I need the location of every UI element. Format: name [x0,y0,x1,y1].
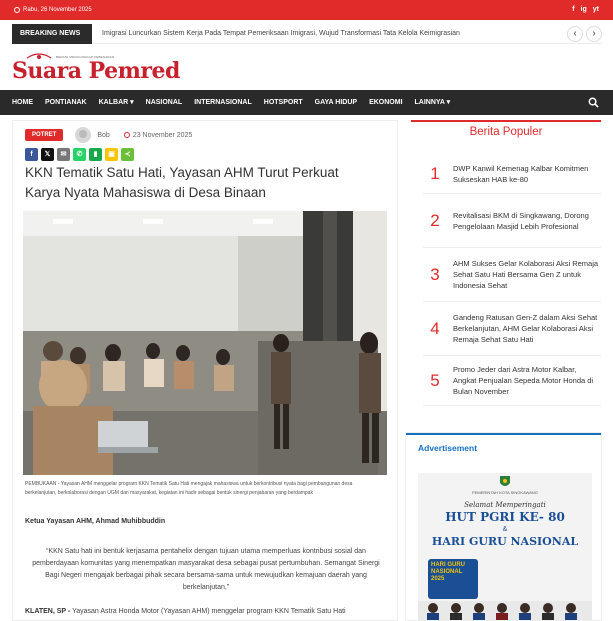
popular-rank: 1 [430,163,440,183]
popular-item[interactable] [423,194,601,248]
nav-item-home[interactable]: HOME [12,99,33,106]
line-share-icon[interactable]: ▮ [89,148,102,161]
facebook-icon[interactable]: f [572,6,575,13]
popular-headline[interactable]: Promo Jeder dari Astra Motor Kalbar, Angkat Penjualan Sepeda Motor Honda di Bulan November [453,365,594,396]
clock-icon [14,7,20,13]
nav-item-nasional[interactable]: NASIONAL [145,99,183,106]
popular-item[interactable] [423,302,601,356]
popular-headline[interactable]: AHM Sukses Gelar Kolaborasi Aksi Remaja Sehat Satu Hati Bersama Gen Z untuk Indonesia Sehat [453,259,599,290]
ticker-nav [567,26,602,42]
youtube-icon[interactable]: yt [592,6,599,13]
nav-item-internasional[interactable]: INTERNASIONAL [194,99,252,106]
site-logo[interactable] [12,52,180,84]
ticker-next-button[interactable]: › [586,26,602,42]
clock-icon [124,132,130,138]
popular-item[interactable] [423,248,601,302]
article-date-text: 23 November 2025 [132,131,193,139]
lead-place: KLATEN, SP - [25,608,71,615]
nav-item-ekonomi[interactable]: EKONOMI [369,99,403,106]
share-icon[interactable]: ≺ [121,148,134,161]
city-emblem-icon [498,475,512,489]
nav-item-kalbar[interactable]: KALBAR ▾ [98,99,134,106]
ad-hgn-logo: HARI GURU NASIONAL 2025 [428,559,478,599]
ticker-prev-button[interactable]: ‹ [567,26,583,42]
article-subheading: Ketua Yayasan AHM, Ahmad Muhibbuddin [25,518,166,525]
nav-item-gaya-hidup[interactable]: GAYA HIDUP [314,99,358,106]
share-buttons [25,148,134,161]
breaking-news-bar [12,24,602,44]
popular-rank: 4 [430,318,440,338]
logo-tagline: BERANI MENGUNGKAP KEBENARAN [56,55,115,59]
ad-intro: Selamat Memperingati [464,501,546,509]
nav-item-hotsport[interactable]: HOTSPORT [263,99,303,106]
facebook-share-icon[interactable]: f [25,148,38,161]
article-date [124,132,193,139]
ad-line2: HARI GURU NASIONAL [431,535,579,548]
top-date [14,7,92,13]
article-quote: “KKN Satu hati ini bentuk kerjasama pentahelix dengan tujuan utama memperluas kontribusi sosial dan pemberdayaan komunitas yang menempatkan masyarakat desa sebagai pusat pertumbuhan. Semangat Sinergi Bagi Negeri mengajak berbagai pihak secara bersama-sama untuk mewujudkan kemajuan daerah yang berkelanjutan,” [32,548,380,591]
nav-item-pontianak[interactable]: PONTIANAK [45,99,87,106]
popular-heading: Berita Populer [411,120,601,142]
sidebar [411,120,613,420]
top-date-text: Rabu, 26 November 2025 [23,7,92,13]
article [12,120,398,621]
social-links [572,6,599,13]
classroom-photo-illustration [23,211,387,475]
x-share-icon[interactable]: 𝕏 [41,148,54,161]
photo-caption: PEMBUKAAN - Yayasan AHM menggelar program KKN Tematik Satu Hati mengajak mahasiswa untuk berkontribusi nyata bagi pembangunan desa berkelanjutan, berkolaborasi dengan UGM dan masyarakat, kegiatan ini hadir sebagai bentuk sinergi penjabaran yang berdampak [25,481,353,496]
breaking-news-headline[interactable]: Imigrasi Luncurkan Sistem Kerja Pada Tempat Pemeriksaan Imigrasi, Wujud Transformasi Tata Kelola Keimigrasian [102,30,460,37]
popular-headline[interactable]: Gandeng Ratusan Gen-Z dalam Aksi Sehat Berkelanjutan, AHM Gelar Kolaborasi Aksi Remaja Sehat Satu Hati [453,313,598,344]
instagram-icon[interactable]: ig [580,6,587,13]
popular-item[interactable] [423,154,601,194]
popular-rank: 5 [430,370,440,390]
main-navbar [0,90,613,115]
advertisement-box [405,432,602,621]
popular-rank: 2 [430,210,440,230]
ad-banner[interactable] [418,473,592,621]
article-title: KKN Tematik Satu Hati, Yayasan AHM Turut Perkuat Karya Nyata Mahasiswa di Desa Binaan [25,165,339,200]
ad-top-border [406,433,602,435]
telegram-share-icon[interactable]: ▣ [105,148,118,161]
popular-rank: 3 [430,264,440,284]
search-icon[interactable] [588,97,599,108]
logo-brand: Suara Pemred [12,58,180,84]
category-badge[interactable]: POTRET [25,129,63,141]
breaking-news-label: BREAKING NEWS [12,24,92,44]
popular-headline[interactable]: Revitalisasi BKM di Singkawang, Dorong Pengelolaan Masjid Lebih Profesional [453,210,589,231]
ad-line1: HUT PGRI KE- 80 [445,510,565,524]
author-name[interactable]: Bob [97,131,110,139]
ad-people-illustration [418,601,592,621]
popular-item[interactable] [423,356,601,406]
ad-label: Advertisement [418,443,478,453]
article-photo [23,211,387,475]
whatsapp-share-icon[interactable]: ✆ [73,148,86,161]
author-avatar [75,127,91,143]
top-bar [0,0,613,20]
nav-items [12,90,456,115]
email-share-icon[interactable]: ✉ [57,148,70,161]
ad-org: PEMERINTAH KOTA SINGKAWANG [472,490,538,495]
article-lead [25,608,387,615]
article-meta [25,127,192,143]
nav-item-lainnya[interactable]: LAINNYA ▾ [414,99,451,106]
popular-headline[interactable]: DWP Kanwil Kemenag Kalbar Komitmen Sukseskan HAB ke-80 [453,163,589,184]
lead-text: Yayasan Astra Honda Motor (Yayasan AHM) menggelar program KKN Tematik Satu Hati [70,608,346,615]
popular-list [423,154,601,406]
ad-amp: & [502,526,508,533]
